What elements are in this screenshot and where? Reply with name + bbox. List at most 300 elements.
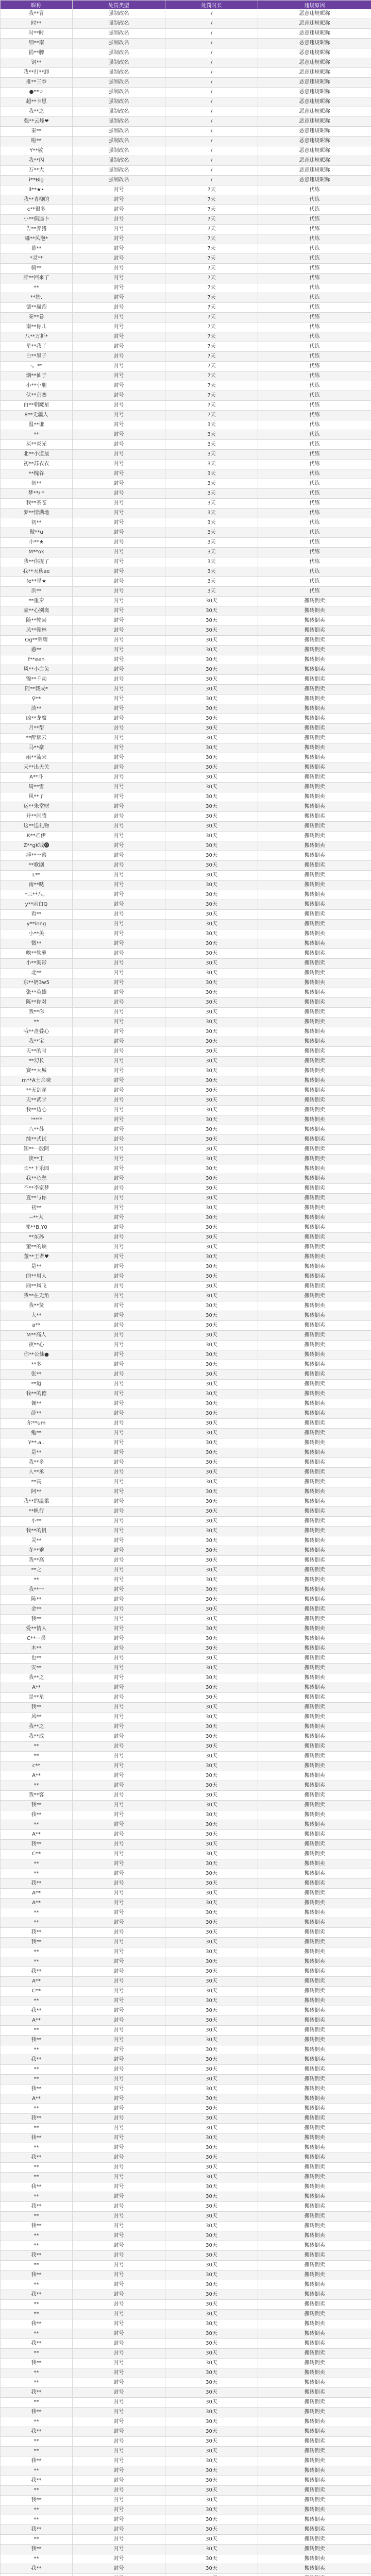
cell-duration: 30天 xyxy=(165,1389,258,1399)
table-row xyxy=(1,2231,371,2241)
cell-punish-type: 封号 xyxy=(73,548,165,557)
cell-duration: / xyxy=(165,78,258,88)
cell-punish-type: 强制改名 xyxy=(73,68,165,78)
cell-punish-type: 封号 xyxy=(73,1164,165,1174)
cell-duration: 30天 xyxy=(165,1781,258,1791)
table-row xyxy=(1,499,371,509)
cell-punish-type: 封号 xyxy=(73,1556,165,1566)
table-row xyxy=(1,127,371,137)
cell-reason: 搬砖倒卖 xyxy=(258,1566,371,1575)
cell-punish-type: 强制改名 xyxy=(73,19,165,29)
cell-punish-type: 封号 xyxy=(73,2055,165,2065)
cell-duration: 30天 xyxy=(165,978,258,988)
table-row xyxy=(1,949,371,959)
cell-reason: 搬砖倒卖 xyxy=(258,597,371,606)
cell-reason: 恶意违规昵称 xyxy=(258,146,371,156)
cell-nickname: 卸**一般阿 xyxy=(1,1145,73,1155)
cell-punish-type: 封号 xyxy=(73,1487,165,1497)
cell-punish-type: 封号 xyxy=(73,1478,165,1487)
cell-reason: 代练 xyxy=(258,342,371,352)
cell-punish-type: 封号 xyxy=(73,1801,165,1810)
cell-duration: 7天 xyxy=(165,264,258,274)
cell-duration: 7天 xyxy=(165,352,258,362)
cell-punish-type: 封号 xyxy=(73,1008,165,1018)
cell-duration: 30天 xyxy=(165,1213,258,1223)
cell-duration: 30天 xyxy=(165,2270,258,2280)
cell-punish-type: 封号 xyxy=(73,1810,165,1820)
cell-punish-type: 封号 xyxy=(73,1859,165,1869)
table-row xyxy=(1,910,371,920)
cell-duration: 30天 xyxy=(165,606,258,616)
cell-punish-type: 封号 xyxy=(73,822,165,832)
table-row xyxy=(1,1889,371,1899)
cell-reason: 代练 xyxy=(258,205,371,215)
cell-reason: 搬砖倒卖 xyxy=(258,1517,371,1527)
cell-nickname: 嘟**风泡* xyxy=(1,234,73,244)
cell-nickname: 郭**B.Y0 xyxy=(1,1223,73,1233)
cell-reason: 搬砖倒卖 xyxy=(258,1556,371,1566)
cell-reason: 搬砖倒卖 xyxy=(258,1018,371,1027)
cell-punish-type: 封号 xyxy=(73,1438,165,1448)
cell-punish-type: 封号 xyxy=(73,812,165,822)
cell-duration: 30天 xyxy=(165,1243,258,1252)
cell-duration: 30天 xyxy=(165,1820,258,1830)
cell-nickname: 我**的帆 xyxy=(1,1527,73,1536)
cell-punish-type: 封号 xyxy=(73,1957,165,1967)
cell-nickname: 我** xyxy=(1,2564,73,2574)
table-row xyxy=(1,1673,371,1683)
cell-nickname: ** xyxy=(1,2026,73,2036)
table-row xyxy=(1,655,371,665)
cell-nickname: 木** xyxy=(1,1644,73,1654)
cell-reason: 搬砖倒卖 xyxy=(258,1135,371,1145)
table-row xyxy=(1,371,371,381)
cell-reason: 搬砖倒卖 xyxy=(258,1761,371,1771)
table-row xyxy=(1,1624,371,1634)
cell-punish-type: 封号 xyxy=(73,1321,165,1331)
cell-nickname: ** xyxy=(1,2173,73,2182)
table-row xyxy=(1,2173,371,2182)
cell-punish-type: 封号 xyxy=(73,1135,165,1145)
cell-nickname: A** xyxy=(1,2094,73,2104)
cell-duration: 30天 xyxy=(165,1752,258,1761)
table-row xyxy=(1,39,371,48)
cell-duration: 30天 xyxy=(165,1311,258,1321)
cell-nickname: 浮**一蔡 xyxy=(1,851,73,861)
cell-reason: 搬砖倒卖 xyxy=(258,2408,371,2417)
cell-punish-type: 封号 xyxy=(73,949,165,959)
cell-punish-type: 封号 xyxy=(73,890,165,900)
cell-reason: 搬砖倒卖 xyxy=(258,2133,371,2143)
cell-duration: 30天 xyxy=(165,2496,258,2505)
cell-duration: 30天 xyxy=(165,1840,258,1850)
cell-nickname: 南**哒 xyxy=(1,880,73,890)
cell-duration: 30天 xyxy=(165,822,258,832)
cell-nickname: 董**的峡 xyxy=(1,1243,73,1252)
cell-punish-type: 封号 xyxy=(73,1732,165,1742)
cell-duration: 30天 xyxy=(165,1419,258,1429)
cell-duration: 30天 xyxy=(165,2535,258,2545)
cell-nickname: 伏**京赛 xyxy=(1,391,73,401)
cell-duration: 30天 xyxy=(165,1429,258,1438)
cell-duration: 3天 xyxy=(165,440,258,450)
table-row xyxy=(1,616,371,626)
cell-duration: / xyxy=(165,117,258,127)
cell-punish-type: 封号 xyxy=(73,1850,165,1859)
cell-reason: 代练 xyxy=(258,234,371,244)
cell-nickname: A**斗 xyxy=(1,773,73,783)
table-row xyxy=(1,2388,371,2398)
cell-punish-type: 封号 xyxy=(73,1752,165,1761)
cell-nickname: 我** xyxy=(1,2476,73,2486)
cell-reason: 恶意违规昵称 xyxy=(258,68,371,78)
cell-punish-type: 封号 xyxy=(73,2114,165,2124)
cell-nickname: ** xyxy=(1,1859,73,1869)
cell-reason: 搬砖倒卖 xyxy=(258,890,371,900)
table-row xyxy=(1,1066,371,1076)
table-row xyxy=(1,1585,371,1595)
table-row xyxy=(1,1722,371,1732)
cell-nickname: 万**大 xyxy=(1,166,73,176)
cell-punish-type: 封号 xyxy=(73,1018,165,1027)
cell-reason xyxy=(258,2574,371,2576)
cell-nickname: 告**养猪 xyxy=(1,225,73,234)
cell-punish-type: 封号 xyxy=(73,587,165,597)
cell-nickname: 尔**um xyxy=(1,1419,73,1429)
cell-reason: 搬砖倒卖 xyxy=(258,1115,371,1125)
table-row xyxy=(1,753,371,763)
cell-reason: 恶意违规昵称 xyxy=(258,78,371,88)
header-punish-type: 处罚类型 xyxy=(73,1,165,9)
cell-duration: 30天 xyxy=(165,1066,258,1076)
cell-reason: 代练 xyxy=(258,411,371,420)
cell-reason: 搬砖倒卖 xyxy=(258,2124,371,2133)
cell-nickname: 勉** xyxy=(1,1429,73,1438)
cell-punish-type: 封号 xyxy=(73,1703,165,1713)
cell-duration: 30天 xyxy=(165,1801,258,1810)
cell-duration: 30天 xyxy=(165,1497,258,1507)
cell-reason: 搬砖倒卖 xyxy=(258,704,371,714)
cell-duration: 30天 xyxy=(165,2016,258,2026)
cell-duration: 30天 xyxy=(165,2104,258,2114)
cell-nickname: ** xyxy=(1,2163,73,2173)
cell-nickname: 我** xyxy=(1,1615,73,1624)
cell-nickname: **多 xyxy=(1,1360,73,1370)
table-row xyxy=(1,548,371,557)
cell-nickname: 董**王者♥ xyxy=(1,1252,73,1262)
cell-duration: 3天 xyxy=(165,509,258,518)
cell-duration: 30天 xyxy=(165,1732,258,1742)
cell-reason: 搬砖倒卖 xyxy=(258,880,371,890)
cell-punish-type: 封号 xyxy=(73,685,165,694)
cell-duration: 30天 xyxy=(165,1899,258,1908)
table-row xyxy=(1,293,371,303)
table-row xyxy=(1,420,371,430)
cell-punish-type: 封号 xyxy=(73,342,165,352)
cell-nickname: 我** xyxy=(1,2359,73,2368)
cell-nickname: M**ok xyxy=(1,548,73,557)
cell-reason: 搬砖倒卖 xyxy=(258,2505,371,2515)
cell-punish-type: 封号 xyxy=(73,2163,165,2173)
cell-nickname: Y**敬 xyxy=(1,146,73,156)
table-row xyxy=(1,2525,371,2535)
table-row xyxy=(1,518,371,528)
cell-punish-type: 封号 xyxy=(73,1389,165,1399)
cell-nickname: 洪** xyxy=(1,587,73,597)
table-row xyxy=(1,2251,371,2261)
table-row xyxy=(1,1360,371,1370)
cell-punish-type: 封号 xyxy=(73,1360,165,1370)
cell-duration: 30天 xyxy=(165,1155,258,1164)
cell-nickname: 我**高 xyxy=(1,1556,73,1566)
cell-punish-type: 封号 xyxy=(73,2496,165,2505)
cell-reason: 搬砖倒卖 xyxy=(258,763,371,773)
cell-duration: 30天 xyxy=(165,1135,258,1145)
table-row xyxy=(1,1155,371,1164)
cell-reason: 恶意违规昵称 xyxy=(258,9,371,19)
table-row xyxy=(1,313,371,323)
cell-duration: 30天 xyxy=(165,1233,258,1243)
cell-duration: 30天 xyxy=(165,2026,258,2036)
table-row xyxy=(1,1801,371,1810)
cell-punish-type: 封号 xyxy=(73,2486,165,2496)
cell-reason: 代练 xyxy=(258,293,371,303)
table-row xyxy=(1,1350,371,1360)
cell-reason: 搬砖倒卖 xyxy=(258,1292,371,1301)
cell-nickname: 温**谦 xyxy=(1,420,73,430)
cell-reason: 搬砖倒卖 xyxy=(258,2143,371,2153)
cell-duration: 30天 xyxy=(165,1272,258,1282)
cell-nickname: 我**一 xyxy=(1,1585,73,1595)
cell-nickname: 我** xyxy=(1,2006,73,2016)
table-row xyxy=(1,185,371,195)
cell-punish-type: 封号 xyxy=(73,195,165,205)
table-row xyxy=(1,2280,371,2290)
cell-nickname: A** xyxy=(1,1683,73,1693)
cell-reason: 搬砖倒卖 xyxy=(258,636,371,646)
cell-duration: / xyxy=(165,48,258,58)
cell-duration: 30天 xyxy=(165,2202,258,2212)
cell-punish-type: 封号 xyxy=(73,2036,165,2045)
cell-duration: 30天 xyxy=(165,2329,258,2339)
table-row xyxy=(1,391,371,401)
table-row xyxy=(1,812,371,822)
cell-punish-type: 封号 xyxy=(73,1027,165,1037)
table-row xyxy=(1,1634,371,1644)
cell-reason: 代练 xyxy=(258,509,371,518)
cell-reason: 搬砖倒卖 xyxy=(258,1771,371,1781)
cell-nickname: 小** xyxy=(1,1517,73,1527)
table-row xyxy=(1,1311,371,1321)
cell-punish-type: 封号 xyxy=(73,1967,165,1977)
table-row xyxy=(1,156,371,166)
table-row xyxy=(1,2447,371,2456)
table-row xyxy=(1,1429,371,1438)
cell-duration: 30天 xyxy=(165,1683,258,1693)
cell-reason: 搬砖倒卖 xyxy=(258,2045,371,2055)
cell-duration: 30天 xyxy=(165,685,258,694)
table-row xyxy=(1,1810,371,1820)
cell-punish-type: 封号 xyxy=(73,851,165,861)
cell-punish-type: 封号 xyxy=(73,2388,165,2398)
table-row xyxy=(1,861,371,871)
cell-duration: 30天 xyxy=(165,2231,258,2241)
cell-duration: 30天 xyxy=(165,675,258,685)
cell-duration: 30天 xyxy=(165,2143,258,2153)
cell-punish-type: 强制改名 xyxy=(73,127,165,137)
cell-punish-type: 封号 xyxy=(73,2417,165,2427)
table-row xyxy=(1,1115,371,1125)
cell-duration: 30天 xyxy=(165,1987,258,1996)
cell-nickname: 灵** xyxy=(1,1536,73,1546)
cell-reason: 搬砖倒卖 xyxy=(258,1194,371,1204)
cell-punish-type: 强制改名 xyxy=(73,39,165,48)
cell-nickname: 微** xyxy=(1,939,73,949)
cell-nickname: **歌剧 xyxy=(1,861,73,871)
cell-reason: 搬砖倒卖 xyxy=(258,2075,371,2084)
cell-duration: 30天 xyxy=(165,2554,258,2564)
cell-reason: 搬砖倒卖 xyxy=(258,969,371,978)
cell-nickname: 时** xyxy=(1,19,73,29)
cell-reason: 搬砖倒卖 xyxy=(258,2329,371,2339)
cell-duration: 7天 xyxy=(165,234,258,244)
table-row xyxy=(1,2300,371,2310)
table-row xyxy=(1,1076,371,1086)
cell-duration: 30天 xyxy=(165,841,258,851)
cell-punish-type: 封号 xyxy=(73,1889,165,1899)
cell-punish-type: 封号 xyxy=(73,371,165,381)
cell-punish-type: 封号 xyxy=(73,362,165,371)
cell-nickname: 我**之 xyxy=(1,1722,73,1732)
cell-punish-type: 封号 xyxy=(73,2329,165,2339)
cell-reason: 恶意违规昵称 xyxy=(258,48,371,58)
cell-nickname: 纯**式试 xyxy=(1,1135,73,1145)
cell-reason: 搬砖倒卖 xyxy=(258,841,371,851)
cell-reason: 搬砖倒卖 xyxy=(258,1615,371,1624)
cell-punish-type: 封号 xyxy=(73,2398,165,2408)
cell-duration: 7天 xyxy=(165,391,258,401)
table-row xyxy=(1,1703,371,1713)
cell-nickname: 钢** xyxy=(1,58,73,68)
cell-reason: 搬砖倒卖 xyxy=(258,626,371,636)
table-row xyxy=(1,274,371,283)
cell-reason: 搬砖倒卖 xyxy=(258,606,371,616)
cell-reason: 搬砖倒卖 xyxy=(258,1967,371,1977)
table-row xyxy=(1,2310,371,2319)
table-row xyxy=(1,1595,371,1605)
cell-nickname: A** xyxy=(1,2016,73,2026)
cell-punish-type: 封号 xyxy=(73,763,165,773)
table-row xyxy=(1,557,371,567)
cell-duration: 30天 xyxy=(165,2466,258,2476)
cell-duration: 30天 xyxy=(165,1536,258,1546)
cell-nickname: **槐谷 xyxy=(1,469,73,479)
cell-nickname: ** xyxy=(1,1957,73,1967)
cell-duration: 30天 xyxy=(165,1438,258,1448)
cell-reason: 搬砖倒卖 xyxy=(258,1380,371,1389)
cell-reason: 搬砖倒卖 xyxy=(258,2319,371,2329)
table-row xyxy=(1,1781,371,1791)
cell-nickname: ** xyxy=(1,2045,73,2055)
cell-punish-type: 强制改名 xyxy=(73,48,165,58)
cell-duration: 7天 xyxy=(165,342,258,352)
cell-nickname: **抬. xyxy=(1,293,73,303)
cell-punish-type: 封号 xyxy=(73,1399,165,1409)
cell-reason: 搬砖倒卖 xyxy=(258,2447,371,2456)
cell-reason: 搬砖倒卖 xyxy=(258,2241,371,2251)
table-row xyxy=(1,802,371,812)
cell-duration: 30天 xyxy=(165,2212,258,2222)
cell-reason: 搬砖倒卖 xyxy=(258,2261,371,2270)
cell-reason: 搬砖倒卖 xyxy=(258,1047,371,1057)
cell-reason: 搬砖倒卖 xyxy=(258,1507,371,1517)
cell-punish-type: 封号 xyxy=(73,959,165,969)
cell-nickname: 梦**情满地 xyxy=(1,509,73,518)
cell-nickname: 我** xyxy=(1,2408,73,2417)
cell-nickname: 阿** xyxy=(1,1487,73,1497)
cell-punish-type: 封号 xyxy=(73,646,165,655)
cell-reason: 搬砖倒卖 xyxy=(258,1360,371,1370)
cell-reason: 搬砖倒卖 xyxy=(258,1008,371,1018)
cell-duration: 30天 xyxy=(165,1047,258,1057)
cell-punish-type: 封号 xyxy=(73,2075,165,2084)
cell-nickname: 我** xyxy=(1,2388,73,2398)
table-row xyxy=(1,2163,371,2173)
cell-reason: 恶意违规昵称 xyxy=(258,127,371,137)
table-row xyxy=(1,107,371,117)
cell-punish-type: 封号 xyxy=(73,792,165,802)
cell-reason: 搬砖倒卖 xyxy=(258,2378,371,2388)
cell-duration: 30天 xyxy=(165,2153,258,2163)
table-row xyxy=(1,871,371,880)
table-row xyxy=(1,2270,371,2280)
table-row xyxy=(1,1830,371,1840)
table-row xyxy=(1,1047,371,1057)
cell-nickname: 我**冒 xyxy=(1,9,73,19)
cell-nickname: 运**朱堂财 xyxy=(1,802,73,812)
table-row xyxy=(1,704,371,714)
table-row xyxy=(1,244,371,254)
cell-duration: 30天 xyxy=(165,900,258,910)
table-row xyxy=(1,2339,371,2349)
cell-punish-type xyxy=(73,2574,165,2576)
cell-punish-type: 封号 xyxy=(73,1693,165,1703)
cell-duration: 30天 xyxy=(165,792,258,802)
table-row xyxy=(1,2496,371,2505)
cell-punish-type: 封号 xyxy=(73,1155,165,1164)
cell-punish-type: 封号 xyxy=(73,185,165,195)
cell-nickname: ** xyxy=(1,2329,73,2339)
cell-reason: 搬砖倒卖 xyxy=(258,2564,371,2574)
table-row xyxy=(1,1879,371,1889)
cell-punish-type: 封号 xyxy=(73,1742,165,1752)
cell-nickname: A** xyxy=(1,1889,73,1899)
cell-duration: 30天 xyxy=(165,1585,258,1595)
table-row xyxy=(1,460,371,469)
cell-punish-type: 封号 xyxy=(73,1106,165,1115)
table-row xyxy=(1,822,371,832)
cell-duration: 30天 xyxy=(165,1458,258,1468)
cell-duration: 30天 xyxy=(165,1967,258,1977)
cell-nickname: 我** xyxy=(1,1840,73,1850)
cell-punish-type: 封号 xyxy=(73,1536,165,1546)
cell-nickname: 我** xyxy=(1,2114,73,2124)
cell-duration: 30天 xyxy=(165,2280,258,2290)
cell-punish-type: 封号 xyxy=(73,1673,165,1683)
cell-punish-type: 封号 xyxy=(73,274,165,283)
table-row xyxy=(1,1761,371,1771)
table-row xyxy=(1,1331,371,1341)
